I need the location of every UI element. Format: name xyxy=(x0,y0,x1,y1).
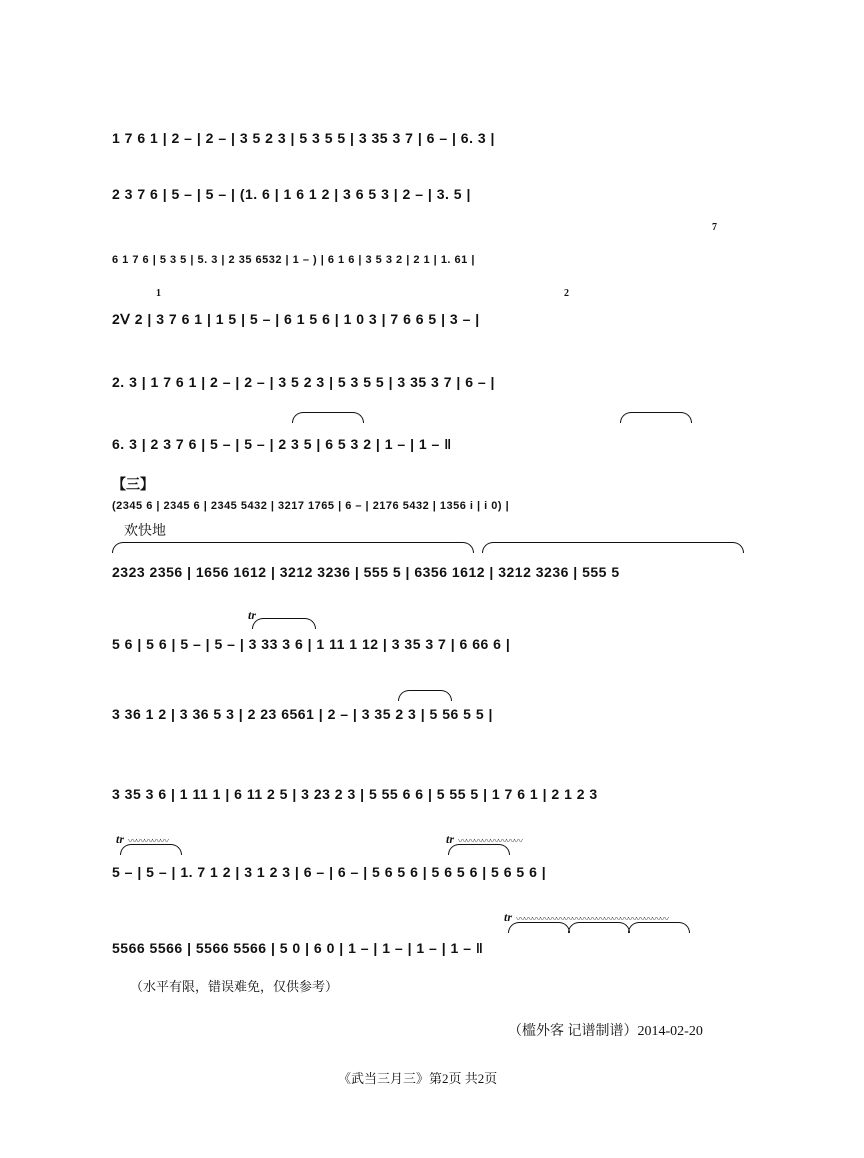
trill-wavy-line: 〰〰〰〰〰 xyxy=(128,836,169,846)
slur xyxy=(482,542,744,553)
trill-mark: tr xyxy=(248,608,257,622)
score-line-6 xyxy=(112,418,752,458)
slur xyxy=(568,922,630,933)
score-line-4 xyxy=(112,288,752,334)
grace-note-number: 2 xyxy=(564,288,569,299)
trill-wavy-line: 〰〰〰〰〰〰〰〰 xyxy=(458,836,523,846)
slur xyxy=(448,844,510,855)
notation-line-1: 1 7 6 1 | 2 – | 2 – | 3 5 2 3 | 5 3 5 5 | 3 35 3 7 | 6 – | 6. 3 | xyxy=(112,130,495,146)
slur xyxy=(620,412,692,423)
score-line-9 xyxy=(112,608,752,658)
score-line-8 xyxy=(112,546,752,586)
page-footer: 《武当三月三》第2页 共2页 xyxy=(338,1071,498,1086)
score-line-5 xyxy=(112,356,752,396)
score-line-10 xyxy=(112,688,752,728)
trill-mark: tr xyxy=(446,832,455,846)
score-line-11 xyxy=(112,768,752,808)
notation-line-3: 6 1 7 6 | 5 3 5 | 5. 3 | 2 35 6532 | 1 – ) | 6 1 6 | 3 5 3 2 | 2 1 | 1. 61 | xyxy=(112,254,475,266)
score-line-13 xyxy=(112,910,752,962)
transcriber-credit: （槛外客 记谱制谱）2014-02-20 xyxy=(508,1024,703,1039)
section-label: 【三】 xyxy=(112,476,154,492)
notation-line-7: (2345 6 | 2345 6 | 2345 5432 | 3217 1765 | 6 – | 2176 5432 | 1356 i | i 0) | xyxy=(112,500,510,512)
slur xyxy=(292,412,364,423)
trill-wavy-line: 〰〰〰〰〰〰〰〰〰〰〰〰〰〰〰〰〰〰〰 xyxy=(516,914,669,924)
slur xyxy=(508,922,570,933)
tempo-marking: 欢快地 xyxy=(124,522,166,538)
score-line-1 xyxy=(112,112,752,152)
notation-line-2: 2 3 7 6 | 5 – | 5 – | (1. 6 | 1 6 1 2 | 3 6 5 3 | 2 – | 3. 5 | xyxy=(112,186,471,202)
slur xyxy=(120,844,182,855)
notation-line-10: 3 36 1 2 | 3 36 5 3 | 2 23 6561 | 2 – | 3 35 2 3 | 5 56 5 5 | xyxy=(112,706,493,722)
notation-line-4: 2ᐯ 2 | 3 7 6 1 | 1 5 | 5 – | 6 1 5 6 | 1 0 3 | 7 6 6 5 | 3 – | xyxy=(112,311,480,327)
score-line-2 xyxy=(112,168,752,208)
trill-mark: tr xyxy=(116,832,125,846)
slur xyxy=(112,542,474,553)
trill-mark: tr xyxy=(504,910,513,924)
notation-line-5: 2. 3 | 1 7 6 1 | 2 – | 2 – | 3 5 2 3 | 5 3 5 5 | 3 35 3 7 | 6 – | xyxy=(112,374,495,390)
notation-line-6: 6. 3 | 2 3 7 6 | 5 – | 5 – | 2 3 5 | 6 5 3 2 | 1 – | 1 – ‖ xyxy=(112,436,452,452)
footnote: （水平有限，错误难免，仅供参考） xyxy=(130,979,339,994)
slur xyxy=(628,922,690,933)
score-line-12 xyxy=(112,832,752,886)
grace-note-number: 7 xyxy=(712,222,717,233)
score-line-7 xyxy=(112,478,752,518)
notation-line-13: 5566 5566 | 5566 5566 | 5 0 | 6 0 | 1 – | 1 – | 1 – | 1 – ‖ xyxy=(112,940,484,956)
notation-line-9: 5 6 | 5 6 | 5 – | 5 – | 3 33 3 6 | 1 11 1 12 | 3 35 3 7 | 6 66 6 | xyxy=(112,636,511,652)
grace-note-number: 1 xyxy=(156,288,161,299)
slur xyxy=(252,618,316,629)
notation-line-8: 2323 2356 | 1656 1612 | 3212 3236 | 555 5 | 6356 1612 | 3212 3236 | 555 5 xyxy=(112,564,620,580)
slur xyxy=(398,690,452,701)
notation-line-11: 3 35 3 6 | 1 11 1 | 6 11 2 5 | 3 23 2 3 | 5 55 6 6 | 5 55 5 | 1 7 6 1 | 2 1 2 3 xyxy=(112,786,598,802)
notation-line-12: 5 – | 5 – | 1. 7 1 2 | 3 1 2 3 | 6 – | 6 – | 5 6 5 6 | 5 6 5 6 | 5 6 5 6 | xyxy=(112,864,547,880)
score-line-3 xyxy=(112,222,752,272)
